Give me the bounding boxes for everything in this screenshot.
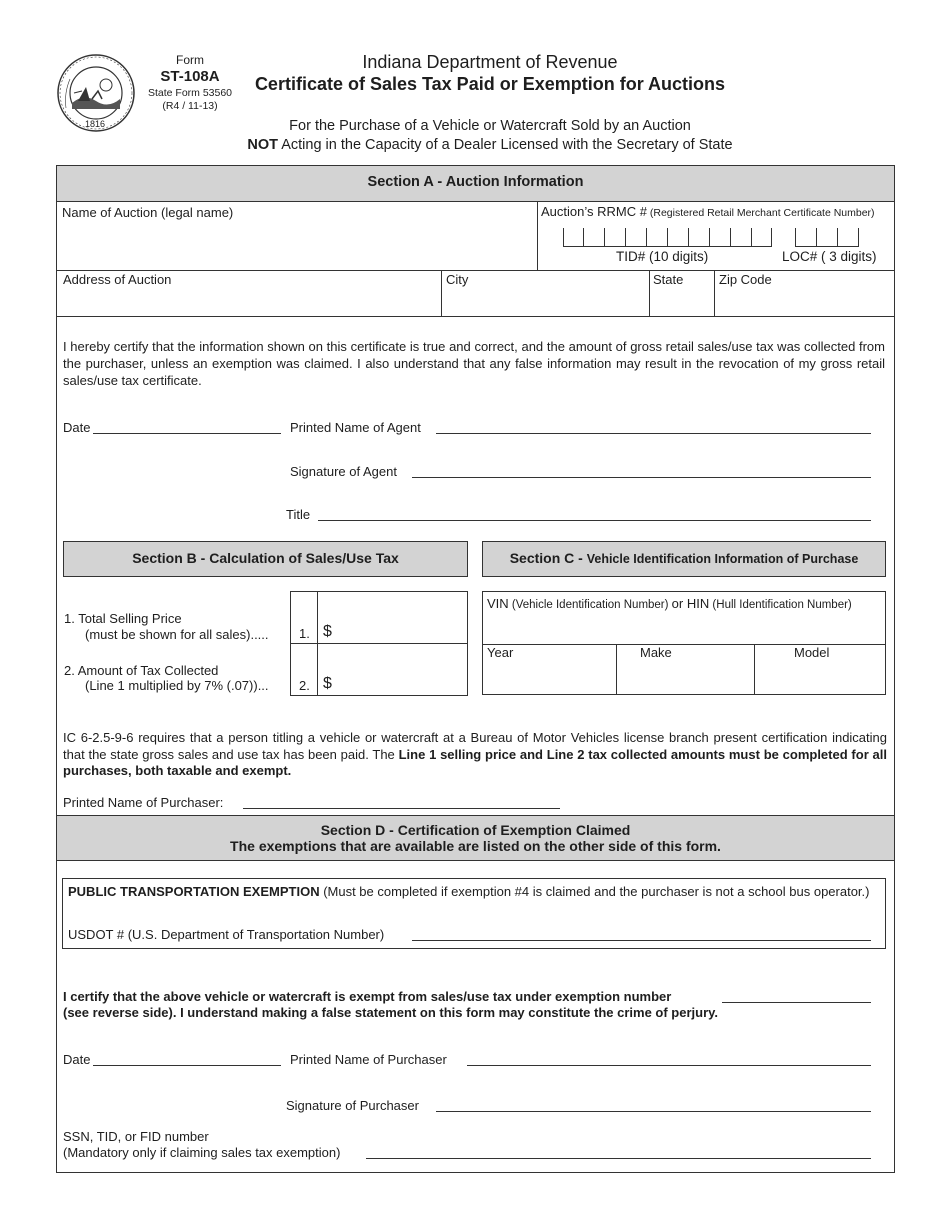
total-selling-price-note: (must be shown for all sales)..... xyxy=(85,627,269,642)
purchaser-printed-name-label: Printed Name of Purchaser: xyxy=(63,795,224,810)
purchaser-date-label: Date xyxy=(63,1052,91,1067)
agent-certification-statement: I hereby certify that the information shown on this certificate is true and correct, and the amount of gross retail sales/use tax was collected from the purchaser, unless an exemption was claimed. I also understand that any false information may result in the revocation of my gross retail sales/use tax certificate. xyxy=(63,339,885,388)
auction-city-label: City xyxy=(446,272,469,287)
purchaser-signature-line[interactable] xyxy=(436,1111,871,1112)
seal-year-text: 1816 xyxy=(84,119,106,129)
tax-collected-note: (Line 1 multiplied by 7% (.07))... xyxy=(85,678,269,693)
grid-divider-address-city xyxy=(441,270,442,317)
purchaser-name-line[interactable] xyxy=(467,1065,871,1066)
auction-name-field[interactable] xyxy=(60,222,530,266)
section-c-title-bold: Section C - xyxy=(509,550,587,566)
vehicle-make-label: Make xyxy=(640,645,672,660)
auction-zip-label: Zip Code xyxy=(719,272,772,287)
rrmc-label-note: (Registered Retail Merchant Certificate Number) xyxy=(646,207,875,219)
section-a-title: Section A - Auction Information xyxy=(367,174,584,190)
vehicle-box-year-make-divider xyxy=(616,644,617,695)
vin-label: VIN xyxy=(487,596,509,611)
tid-digit-boxes[interactable] xyxy=(563,226,772,247)
line-2-dollar-sign: $ xyxy=(323,675,332,692)
subtitle-2-text: Acting in the Capacity of a Dealer Licensed with the Secretary of State xyxy=(278,137,733,153)
public-transportation-text xyxy=(68,884,878,901)
department-name: Indiana Department of Revenue xyxy=(362,52,618,72)
form-title: Certificate of Sales Tax Paid or Exemption for Auctions xyxy=(254,74,726,94)
vin-note: (Vehicle Identification Number) xyxy=(508,599,672,611)
agent-title-line[interactable] xyxy=(318,520,871,521)
section-c-title-rest: Vehicle Identification Information of Purchase xyxy=(586,552,859,566)
tax-box-column-divider xyxy=(317,591,318,696)
rrmc-label-text: Auction’s RRMC # xyxy=(541,204,647,219)
vehicle-model-label: Model xyxy=(794,645,830,660)
auction-name-label: Name of Auction (legal name) xyxy=(62,205,234,220)
ssn-tid-fid-note: (Mandatory only if claiming sales tax exemption) xyxy=(63,1145,341,1160)
usdot-label: USDOT # (U.S. Department of Transportation Number) xyxy=(68,927,385,942)
auction-zip-field[interactable] xyxy=(718,289,890,313)
subtitle-not-emphasis: NOT xyxy=(247,137,278,153)
agent-signature-label: Signature of Agent xyxy=(290,464,397,479)
vehicle-year-input[interactable] xyxy=(486,662,612,690)
grid-divider-state-zip xyxy=(714,270,715,317)
ic-titling-notice xyxy=(63,730,887,780)
line-1-number: 1. xyxy=(299,626,310,641)
line-1-dollar-sign: $ xyxy=(323,623,332,640)
grid-divider-name-rrmc xyxy=(537,201,538,271)
purchaser-printed-name-line[interactable] xyxy=(243,808,560,809)
auction-address-field[interactable] xyxy=(60,289,436,313)
vehicle-year-label: Year xyxy=(487,645,514,660)
form-label: Form xyxy=(176,53,204,67)
purchaser-name-label: Printed Name of Purchaser xyxy=(290,1052,447,1067)
tid-label: TID# (10 digits) xyxy=(616,249,709,264)
agent-date-label: Date xyxy=(63,420,91,435)
agent-date-line[interactable] xyxy=(93,433,281,434)
auction-state-label: State xyxy=(653,272,684,287)
vehicle-make-input[interactable] xyxy=(620,662,750,690)
rrmc-label xyxy=(541,204,875,219)
tax-collected-input[interactable] xyxy=(336,652,462,690)
auction-city-field[interactable] xyxy=(445,289,645,313)
form-subtitle-1: For the Purchase of a Vehicle or Watercraft Sold by an Auction xyxy=(289,118,691,134)
section-d-subtitle: The exemptions that are available are listed on the other side of this form. xyxy=(230,838,721,854)
purchaser-signature-label: Signature of Purchaser xyxy=(286,1098,419,1113)
purchaser-date-line[interactable] xyxy=(93,1065,281,1066)
or-hin-label: or HIN xyxy=(671,596,710,611)
exemption-number-line[interactable] xyxy=(722,1002,871,1003)
agent-signature-line[interactable] xyxy=(412,477,871,478)
auction-address-label: Address of Auction xyxy=(63,272,172,287)
form-number: ST-108A xyxy=(160,68,220,85)
section-b-title: Section B - Calculation of Sales/Use Tax xyxy=(132,550,399,566)
tax-collected-label: 2. Amount of Tax Collected xyxy=(64,663,219,678)
public-transportation-note: (Must be completed if exemption #4 is claimed and the purchaser is not a school bus operator.) xyxy=(319,884,870,899)
vin-hin-input[interactable] xyxy=(486,614,882,640)
loc-digit-boxes[interactable] xyxy=(795,226,859,247)
public-transportation-heading: PUBLIC TRANSPORTATION EXEMPTION xyxy=(68,884,320,899)
line-2-number: 2. xyxy=(299,678,310,693)
vin-hin-label xyxy=(487,596,852,611)
exemption-certify-line-1: I certify that the above vehicle or watercraft is exempt from sales/use tax under exemption number xyxy=(63,989,672,1004)
ssn-tid-fid-line[interactable] xyxy=(366,1158,871,1159)
agent-printed-name-label: Printed Name of Agent xyxy=(290,420,421,435)
section-c-title xyxy=(482,550,886,566)
state-form-number: State Form 53560 xyxy=(147,87,233,99)
section-d-title: Section D - Certification of Exemption Claimed xyxy=(320,822,631,838)
loc-label: LOC# ( 3 digits) xyxy=(782,249,877,264)
usdot-number-line[interactable] xyxy=(412,940,871,941)
vehicle-box-make-model-divider xyxy=(754,644,755,695)
total-selling-price-label: 1. Total Selling Price xyxy=(64,611,182,626)
exemption-certify-line-2: (see reverse side). I understand making a false statement on this form may constitute the crime of perjury. xyxy=(63,1005,719,1020)
total-selling-price-input[interactable] xyxy=(336,600,462,638)
ic-notice-bold-text: Line 1 selling price and Line 2 tax collected amounts must be completed for all purchases, both taxable and exempt. xyxy=(63,746,887,778)
auction-state-field[interactable] xyxy=(652,289,710,313)
agent-title-label: Title xyxy=(286,507,311,522)
ic-notice-text: IC 6-2.5-9-6 requires that a person titling a vehicle or watercraft at a Bureau of Motor Vehicles license branch present certification indicating that the state gross sales and use tax has been paid. The xyxy=(63,730,887,762)
vehicle-model-input[interactable] xyxy=(758,662,882,690)
grid-divider-row xyxy=(56,270,895,271)
form-revision: (R4 / 11-13) xyxy=(162,100,218,112)
hin-note: (Hull Identification Number) xyxy=(709,599,852,611)
agent-printed-name-line[interactable] xyxy=(436,433,871,434)
grid-divider-city-state xyxy=(649,270,650,317)
ssn-tid-fid-label: SSN, TID, or FID number xyxy=(63,1129,209,1144)
form-subtitle-2 xyxy=(170,137,810,153)
